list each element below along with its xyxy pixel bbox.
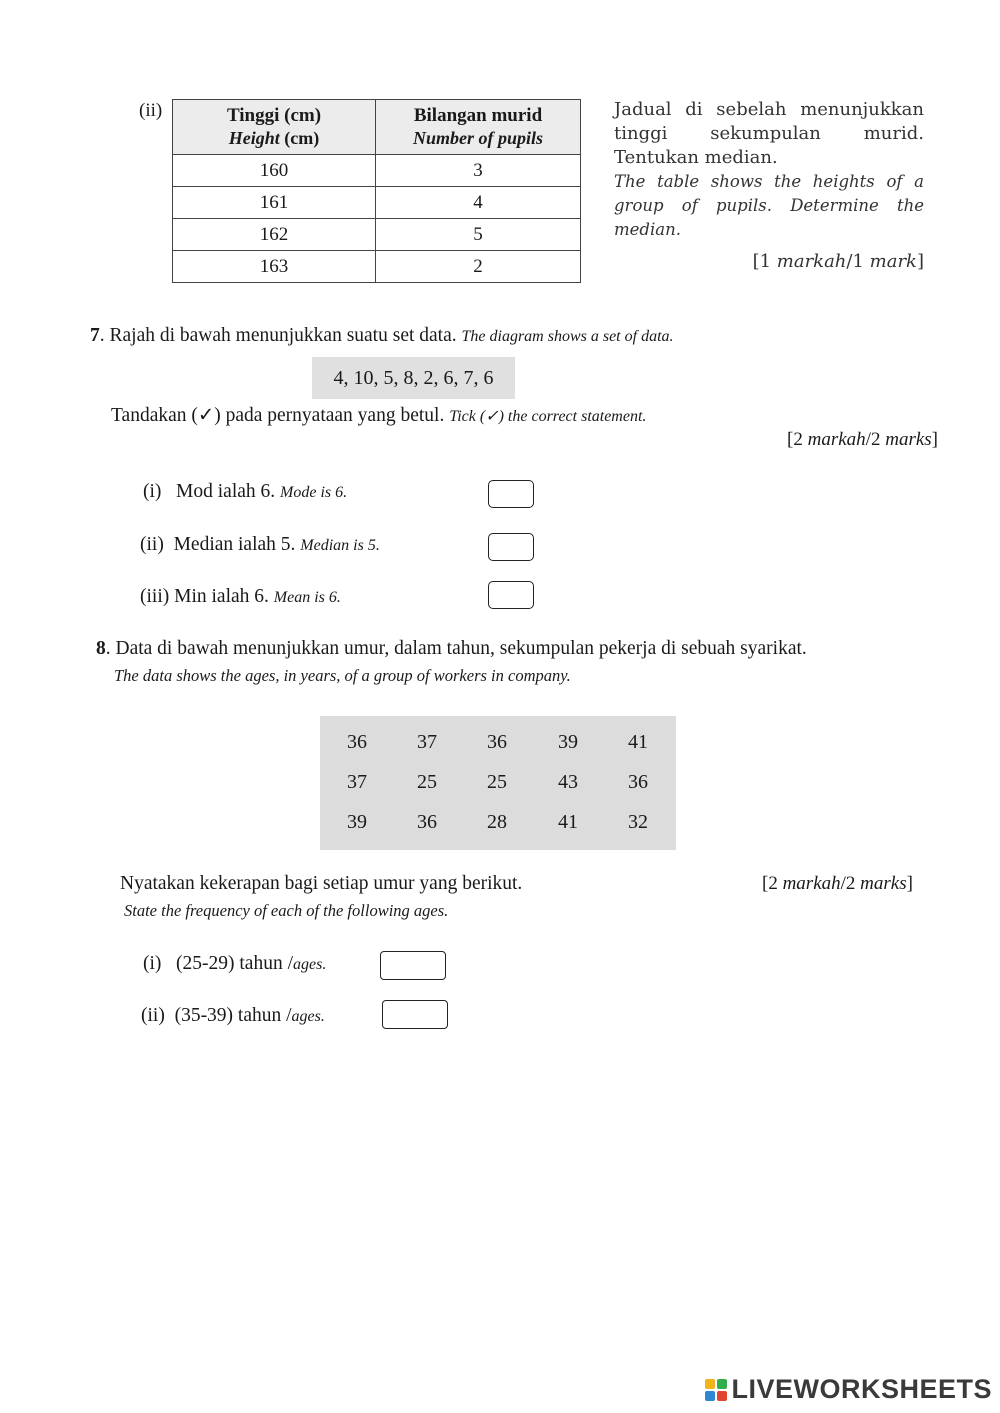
answer-input-25-29[interactable] xyxy=(380,951,446,980)
age-range-25-29: (i) (25-29) tahun /ages. xyxy=(143,953,327,974)
description-malay: Jadual di sebelah menunjukkan tinggi sekumpulan murid. Tentukan median. xyxy=(614,99,924,168)
table-row xyxy=(173,219,581,251)
age-range-35-39: (ii) (35-39) tahun /ages. xyxy=(141,1005,325,1026)
table-cell: 161 xyxy=(173,187,376,219)
logo-text: LIVEWORKSHEETS xyxy=(731,1374,992,1404)
age-cell: 37 xyxy=(417,731,437,753)
liveworksheets-logo xyxy=(705,1374,992,1405)
checkbox-mean[interactable] xyxy=(488,581,534,609)
table-cell: 5 xyxy=(376,219,581,251)
table-cell: 162 xyxy=(173,219,376,251)
table-cell: 2 xyxy=(376,251,581,283)
age-cell: 32 xyxy=(628,811,648,833)
logo-icon xyxy=(705,1379,727,1401)
question-8-english: The data shows the ages, in years, of a group of workers in company. xyxy=(114,666,571,685)
data-set-box: 4, 10, 5, 8, 2, 6, 7, 6 xyxy=(312,357,515,399)
age-cell: 36 xyxy=(347,731,367,753)
age-cell: 37 xyxy=(347,771,367,793)
table-cell: 163 xyxy=(173,251,376,283)
table-cell: 4 xyxy=(376,187,581,219)
age-cell: 36 xyxy=(628,771,648,793)
answer-input-35-39[interactable] xyxy=(382,1000,448,1029)
question-description xyxy=(614,98,924,274)
age-cell: 39 xyxy=(558,731,578,753)
checkbox-mode[interactable] xyxy=(488,480,534,508)
table-row xyxy=(173,155,581,187)
mark-allocation: [2 markah/2 marks] xyxy=(762,873,913,894)
frequency-instruction-english: State the frequency of each of the following ages. xyxy=(124,901,449,920)
age-cell: 41 xyxy=(558,811,578,833)
age-cell: 41 xyxy=(628,731,648,753)
age-cell: 25 xyxy=(487,771,507,793)
table-cell: 3 xyxy=(376,155,581,187)
statement-mode: (i) Mod ialah 6. Mode is 6. xyxy=(143,481,348,502)
checkbox-median[interactable] xyxy=(488,533,534,561)
table-cell: 160 xyxy=(173,155,376,187)
mark-allocation: [1 markah/1 mark] xyxy=(752,251,924,272)
table-row xyxy=(173,251,581,283)
height-table xyxy=(172,99,581,283)
table-header-pupils: Bilangan murid Number of pupils xyxy=(376,100,581,155)
age-cell: 36 xyxy=(487,731,507,753)
question-8-prompt: 8. Data di bawah menunjukkan umur, dalam tahun, sekumpulan pekerja di sebuah syarikat. xyxy=(96,638,807,659)
statement-mean: (iii) Min ialah 6. Mean is 6. xyxy=(140,586,341,607)
question-7-prompt: 7. Rajah di bawah menunjukkan suatu set data. The diagram shows a set of data. xyxy=(90,325,674,346)
age-cell: 25 xyxy=(417,771,437,793)
frequency-instruction: Nyatakan kekerapan bagi setiap umur yang berikut. xyxy=(120,873,523,894)
description-english: The table shows the heights of a group of pupils. Determine the median. xyxy=(614,172,924,239)
table-header-row xyxy=(173,100,581,155)
mark-allocation: [2 markah/2 marks] xyxy=(787,429,938,450)
table-row xyxy=(173,187,581,219)
statement-median: (ii) Median ialah 5. Median is 5. xyxy=(140,534,380,555)
age-cell: 28 xyxy=(487,811,507,833)
age-cell: 39 xyxy=(347,811,367,833)
tick-instruction: Tandakan (✓) pada pernyataan yang betul. Tick (✓) the correct statement. xyxy=(111,405,647,426)
age-cell: 36 xyxy=(417,811,437,833)
age-cell: 43 xyxy=(558,771,578,793)
table-header-height: Tinggi (cm) Height (cm) xyxy=(173,100,376,155)
ages-data-grid xyxy=(320,716,676,850)
question-label: (ii) xyxy=(139,100,163,121)
